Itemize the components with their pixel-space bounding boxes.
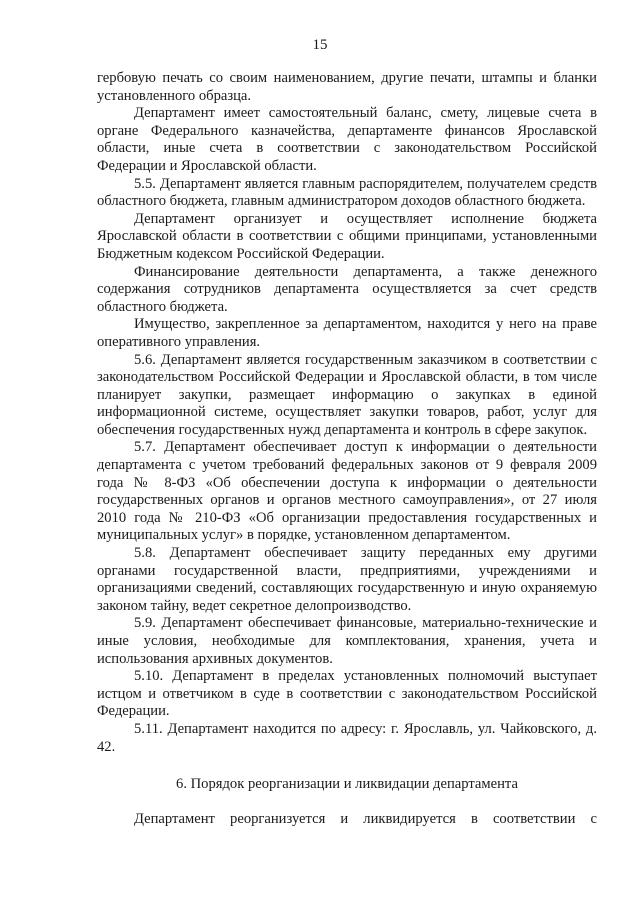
paragraph-property: Имущество, закрепленное за департаментом, находится у него на праве оперативного управления. xyxy=(97,316,597,350)
page-number: 15 xyxy=(312,37,328,53)
paragraph-5-5-budget-manager: 5.5. Департамент является главным распорядителем, получателем средств областного бюджета, главным администратором доходов областного бюджета. xyxy=(97,175,597,210)
paragraph-5-9-archives: 5.9. Департамент обеспечивает финансовые, материально-технические и иные условия, необходимые для комплектования, хранения, учета и использования архивных документов. xyxy=(97,615,597,667)
paragraph-financing: Финансирование деятельности департамента, а также денежного содержания сотрудников департамента осуществляется за счет средств областного бюджета. xyxy=(97,263,597,315)
paragraph-budget-execution: Департамент организует и осуществляет исполнение бюджета Ярославской области в соответствии с общими принципами, установленными Бюджетным кодексом Российской Федерации. xyxy=(97,210,597,262)
paragraph-5-6-state-customer: 5.6. Департамент является государственным заказчиком в соответствии с законодательством Российской Федерации и Ярославской области, в том числе планирует закупки, размещает информацию о закупках в единой информационной системе, осуществляет закупки товаров, работ, услуг для обеспечения государственных нужд департамента и контроль в сфере закупок. xyxy=(97,351,597,438)
document-body xyxy=(97,70,597,828)
paragraph-5-11-address: 5.11. Департамент находится по адресу: г. Ярославль, ул. Чайковского, д. 42. xyxy=(97,720,597,755)
paragraph-5-8-secret-protection: 5.8. Департамент обеспечивает защиту переданных ему другими органами государственной власти, предприятиями, учреждениями и организациями сведений, составляющих государственную и иную охраняемую законом тайну, ведет секретное делопроизводство. xyxy=(97,545,597,614)
paragraph-5-7-information-access: 5.7. Департамент обеспечивает доступ к информации о деятельности департамента с учетом требований федеральных законов от 9 февраля 2009 года № 8-ФЗ «Об обеспечении доступа к информации о деятельности государственных органов и органов местного самоуправления», от 27 июля 2010 года № 210-ФЗ «Об организации предоставления государственных и муниципальных услуг» в порядке, установленном департаментом. xyxy=(97,439,597,544)
section-heading: 6. Порядок реорганизации и ликвидации департамента xyxy=(176,776,518,793)
paragraph-5-10-court: 5.10. Департамент в пределах установленных полномочий выступает истцом и ответчиком в суде в соответствии с законодательством Российской Федерации. xyxy=(97,668,597,720)
paragraph-stamp-continuation: гербовую печать со своим наименованием, другие печати, штампы и бланки установленного образца. xyxy=(97,70,597,104)
paragraph-reorganization: Департамент реорганизуется и ликвидируется в соответствии с xyxy=(134,810,597,827)
paragraph-balance-accounts: Департамент имеет самостоятельный баланс, смету, лицевые счета в органе Федерального казначейства, департаменте финансов Ярославской области, иные счета в соответствии с законодательством Российской Федерации и Ярославской области. xyxy=(97,105,597,174)
